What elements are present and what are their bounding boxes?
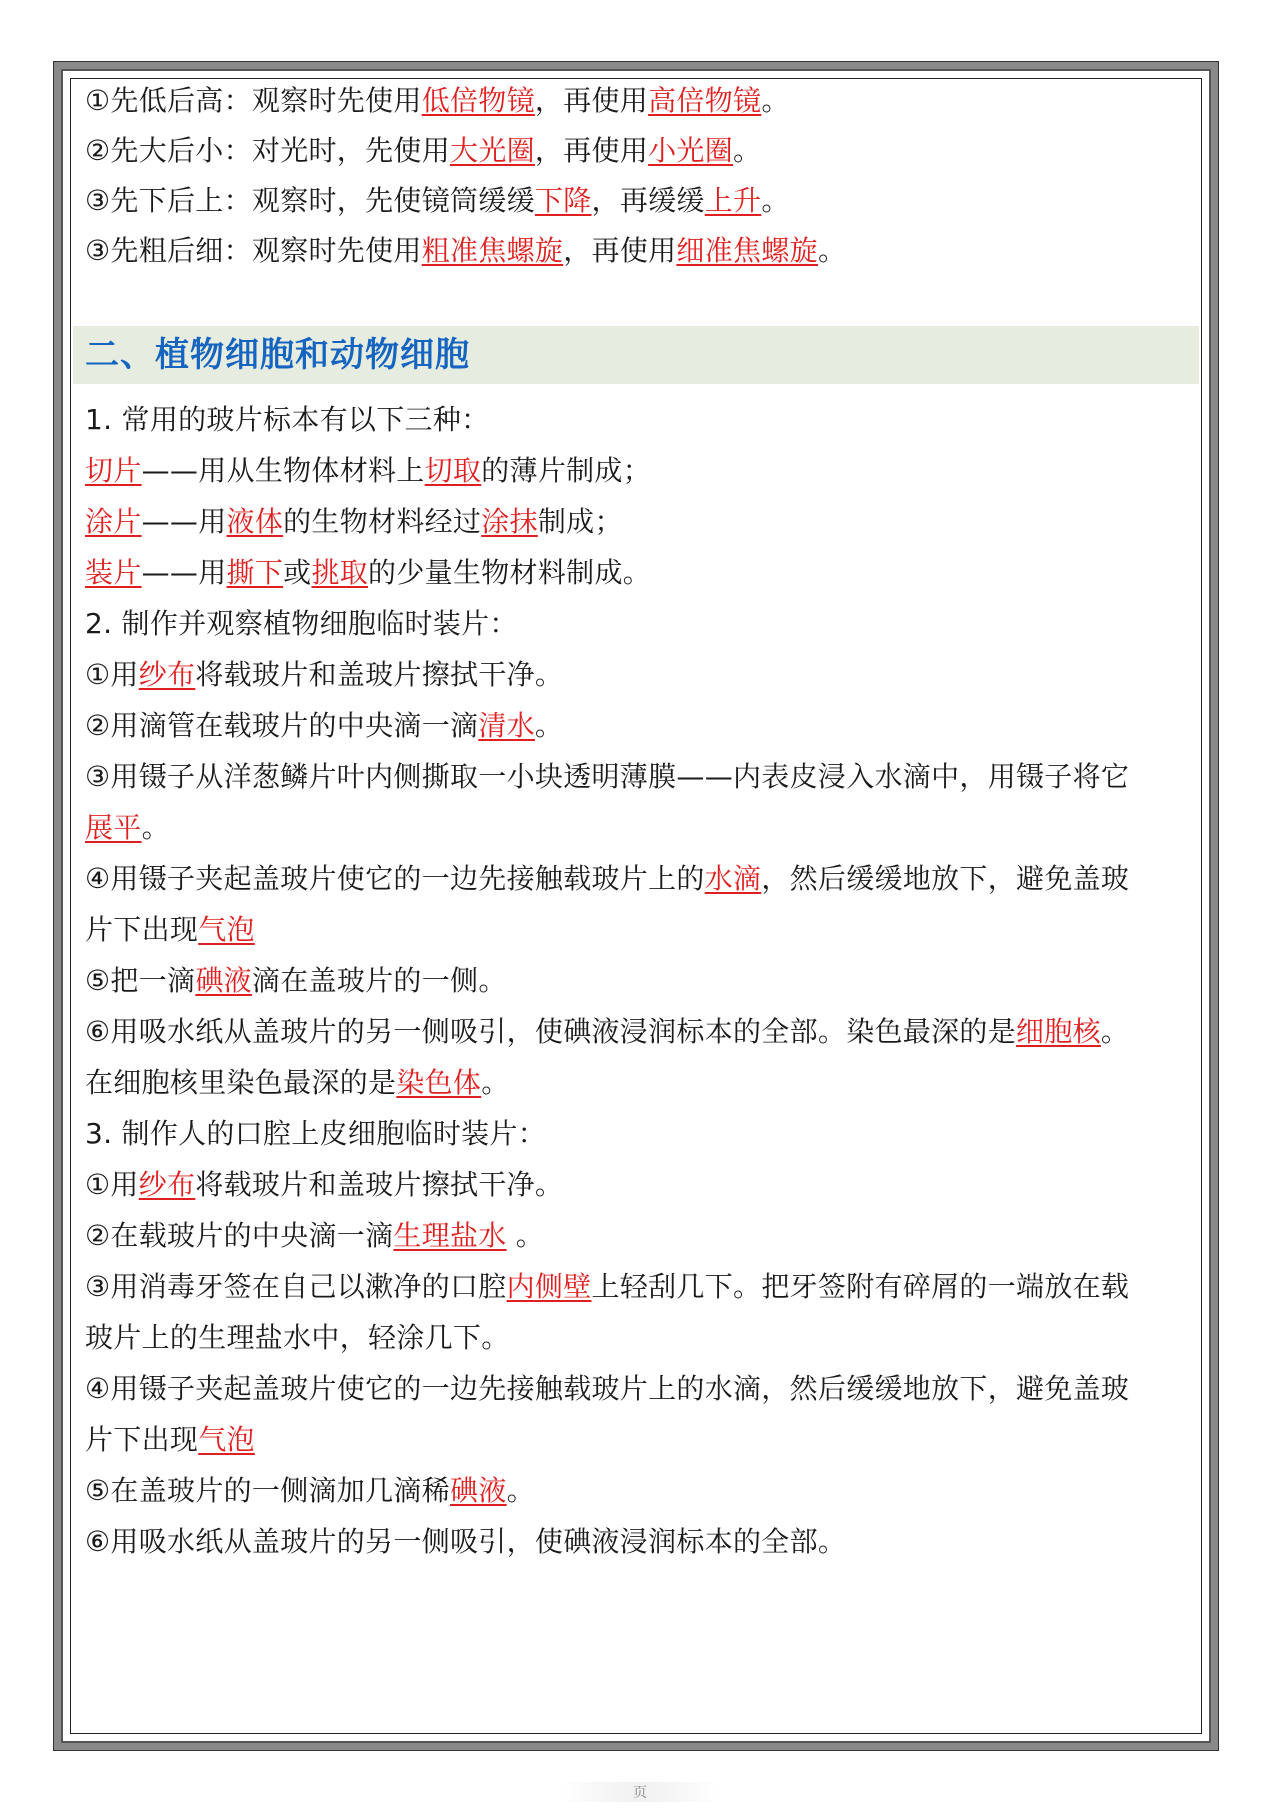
text-line xyxy=(85,1064,1189,1102)
key-term: 切取 xyxy=(424,454,482,487)
text-run: 。 xyxy=(761,184,790,217)
text-run: 的生物材料经过 xyxy=(283,505,482,538)
text-line xyxy=(85,232,1189,270)
text-run: ①先低后高：观察时先使用 xyxy=(85,84,422,117)
section-title: 二、植物细胞和动物细胞 xyxy=(85,335,470,375)
text-run: 的少量生物材料制成。 xyxy=(368,556,652,589)
text-line xyxy=(85,860,1189,898)
page-footer: 页 xyxy=(560,1782,720,1802)
text-line xyxy=(85,182,1189,220)
text-run: 。 xyxy=(141,811,170,844)
content-area xyxy=(70,78,1202,1734)
key-term: 上升 xyxy=(704,184,762,217)
text-run: 。 xyxy=(733,134,762,167)
key-term: 涂片 xyxy=(85,505,142,538)
text-run: 在细胞核里染色最深的是 xyxy=(85,1066,397,1099)
key-term: 大光圈 xyxy=(450,134,535,167)
text-run: 。 xyxy=(761,84,790,117)
key-term: 下降 xyxy=(534,184,592,217)
text-line xyxy=(85,132,1189,170)
text-run: ⑤把一滴 xyxy=(85,964,196,997)
text-run: 2. 制作并观察植物细胞临时装片： xyxy=(85,607,518,640)
text-run: ——用 xyxy=(141,556,227,589)
text-run: ①用 xyxy=(85,1168,139,1201)
text-line xyxy=(85,1472,1189,1510)
text-line xyxy=(85,1217,1189,1255)
text-line xyxy=(85,82,1189,120)
text-run: ，再使用 xyxy=(534,84,649,117)
key-term: 碘液 xyxy=(195,964,252,997)
key-term: 高倍物镜 xyxy=(648,84,762,117)
text-run: 片下出现 xyxy=(85,1423,199,1456)
text-run: ，再使用 xyxy=(534,134,649,167)
key-term: 碘液 xyxy=(450,1474,507,1507)
text-run: 。 xyxy=(534,709,564,742)
text-run: ②用滴管在载玻片的中央滴一滴 xyxy=(85,709,479,742)
text-run: 将载玻片和盖玻片擦拭干净。 xyxy=(195,658,564,691)
key-term: 低倍物镜 xyxy=(421,84,535,117)
text-run: ——用从生物体材料上 xyxy=(141,454,425,487)
key-term: 小光圈 xyxy=(648,134,734,167)
text-line xyxy=(85,707,1189,745)
text-line xyxy=(85,1319,1189,1357)
text-run: ，再缓缓 xyxy=(591,184,705,217)
text-run: 。 xyxy=(1100,1015,1130,1048)
key-term: 展平 xyxy=(85,811,142,844)
text-run: 玻片上的生理盐水中，轻涂几下。 xyxy=(85,1321,510,1354)
text-run: ④用镊子夹起盖玻片使它的一边先接触载玻片上的 xyxy=(85,862,705,895)
text-run: 。 xyxy=(506,1474,535,1507)
text-line xyxy=(85,554,1189,592)
text-line xyxy=(85,758,1189,796)
text-line xyxy=(85,1115,1189,1153)
text-run: ⑥用吸水纸从盖玻片的另一侧吸引，使碘液浸润标本的全部。 xyxy=(85,1525,847,1558)
text-run: ③用消毒牙签在自己以漱净的口腔 xyxy=(85,1270,507,1303)
key-term: 液体 xyxy=(226,505,284,538)
text-run: 。 xyxy=(817,234,847,267)
key-term: 气泡 xyxy=(198,913,255,946)
text-line xyxy=(85,503,1189,541)
text-run: ②在载玻片的中央滴一滴 xyxy=(85,1219,394,1252)
text-run: ②先大后小：对光时，先使用 xyxy=(85,134,451,167)
text-run: 将载玻片和盖玻片擦拭干净。 xyxy=(195,1168,564,1201)
key-term: 挑取 xyxy=(311,556,369,589)
text-run: 制成； xyxy=(537,505,623,538)
text-run: ③用镊子从洋葱鳞片叶内侧撕取一小块透明薄膜——内表皮浸入水滴中，用镊子将它 xyxy=(85,760,1130,793)
text-line xyxy=(85,911,1189,949)
text-line xyxy=(85,1013,1189,1051)
text-line xyxy=(85,452,1189,490)
text-line xyxy=(85,656,1189,694)
text-line xyxy=(85,1370,1189,1408)
text-run: 或 xyxy=(283,556,312,589)
text-run: ⑤在盖玻片的一侧滴加几滴稀 xyxy=(85,1474,451,1507)
key-term: 细准焦螺旋 xyxy=(676,234,818,267)
key-term: 气泡 xyxy=(198,1423,255,1456)
text-line xyxy=(85,1523,1189,1561)
key-term: 细胞核 xyxy=(1016,1015,1101,1048)
text-run: 上轻刮几下。把牙签附有碎屑的一端放在载 xyxy=(591,1270,1130,1303)
text-run: 的薄片制成； xyxy=(481,454,652,487)
key-term: 生理盐水 xyxy=(393,1219,507,1252)
text-run: ④用镊子夹起盖玻片使它的一边先接触载玻片上的水滴，然后缓缓地放下，避免盖玻 xyxy=(85,1372,1130,1405)
text-line xyxy=(85,605,1189,643)
key-term: 染色体 xyxy=(396,1066,482,1099)
key-term: 装片 xyxy=(85,556,142,589)
text-run: 1. 常用的玻片标本有以下三种： xyxy=(85,403,490,436)
text-run: 。 xyxy=(506,1219,545,1252)
key-term: 清水 xyxy=(478,709,535,742)
text-run: ③先粗后细：观察时先使用 xyxy=(85,234,422,267)
text-line xyxy=(85,809,1189,847)
text-run: ①用 xyxy=(85,658,139,691)
key-term: 撕下 xyxy=(226,556,284,589)
key-term: 水滴 xyxy=(704,862,762,895)
key-term: 纱布 xyxy=(138,1168,196,1201)
section-heading-bar xyxy=(73,326,1199,384)
key-term: 纱布 xyxy=(138,658,196,691)
text-line xyxy=(85,1166,1189,1204)
text-line xyxy=(85,1268,1189,1306)
key-term: 粗准焦螺旋 xyxy=(421,234,564,267)
text-run: ⑥用吸水纸从盖玻片的另一侧吸引，使碘液浸润标本的全部。染色最深的是 xyxy=(85,1015,1017,1048)
text-run: 。 xyxy=(481,1066,510,1099)
key-term: 涂抹 xyxy=(481,505,538,538)
text-line xyxy=(85,401,1189,439)
key-term: 内侧壁 xyxy=(506,1270,592,1303)
text-run: 3. 制作人的口腔上皮细胞临时装片： xyxy=(85,1117,547,1150)
text-run: ③先下后上：观察时，先使镜筒缓缓 xyxy=(85,184,535,217)
page-frame xyxy=(54,62,1218,1750)
text-run: ——用 xyxy=(141,505,227,538)
text-run: ，然后缓缓地放下，避免盖玻 xyxy=(761,862,1130,895)
text-run: ，再使用 xyxy=(563,234,677,267)
text-line xyxy=(85,962,1189,1000)
text-run: 滴在盖玻片的一侧。 xyxy=(251,964,507,997)
key-term: 切片 xyxy=(85,454,142,487)
text-run: 片下出现 xyxy=(85,913,199,946)
text-line xyxy=(85,1421,1189,1459)
